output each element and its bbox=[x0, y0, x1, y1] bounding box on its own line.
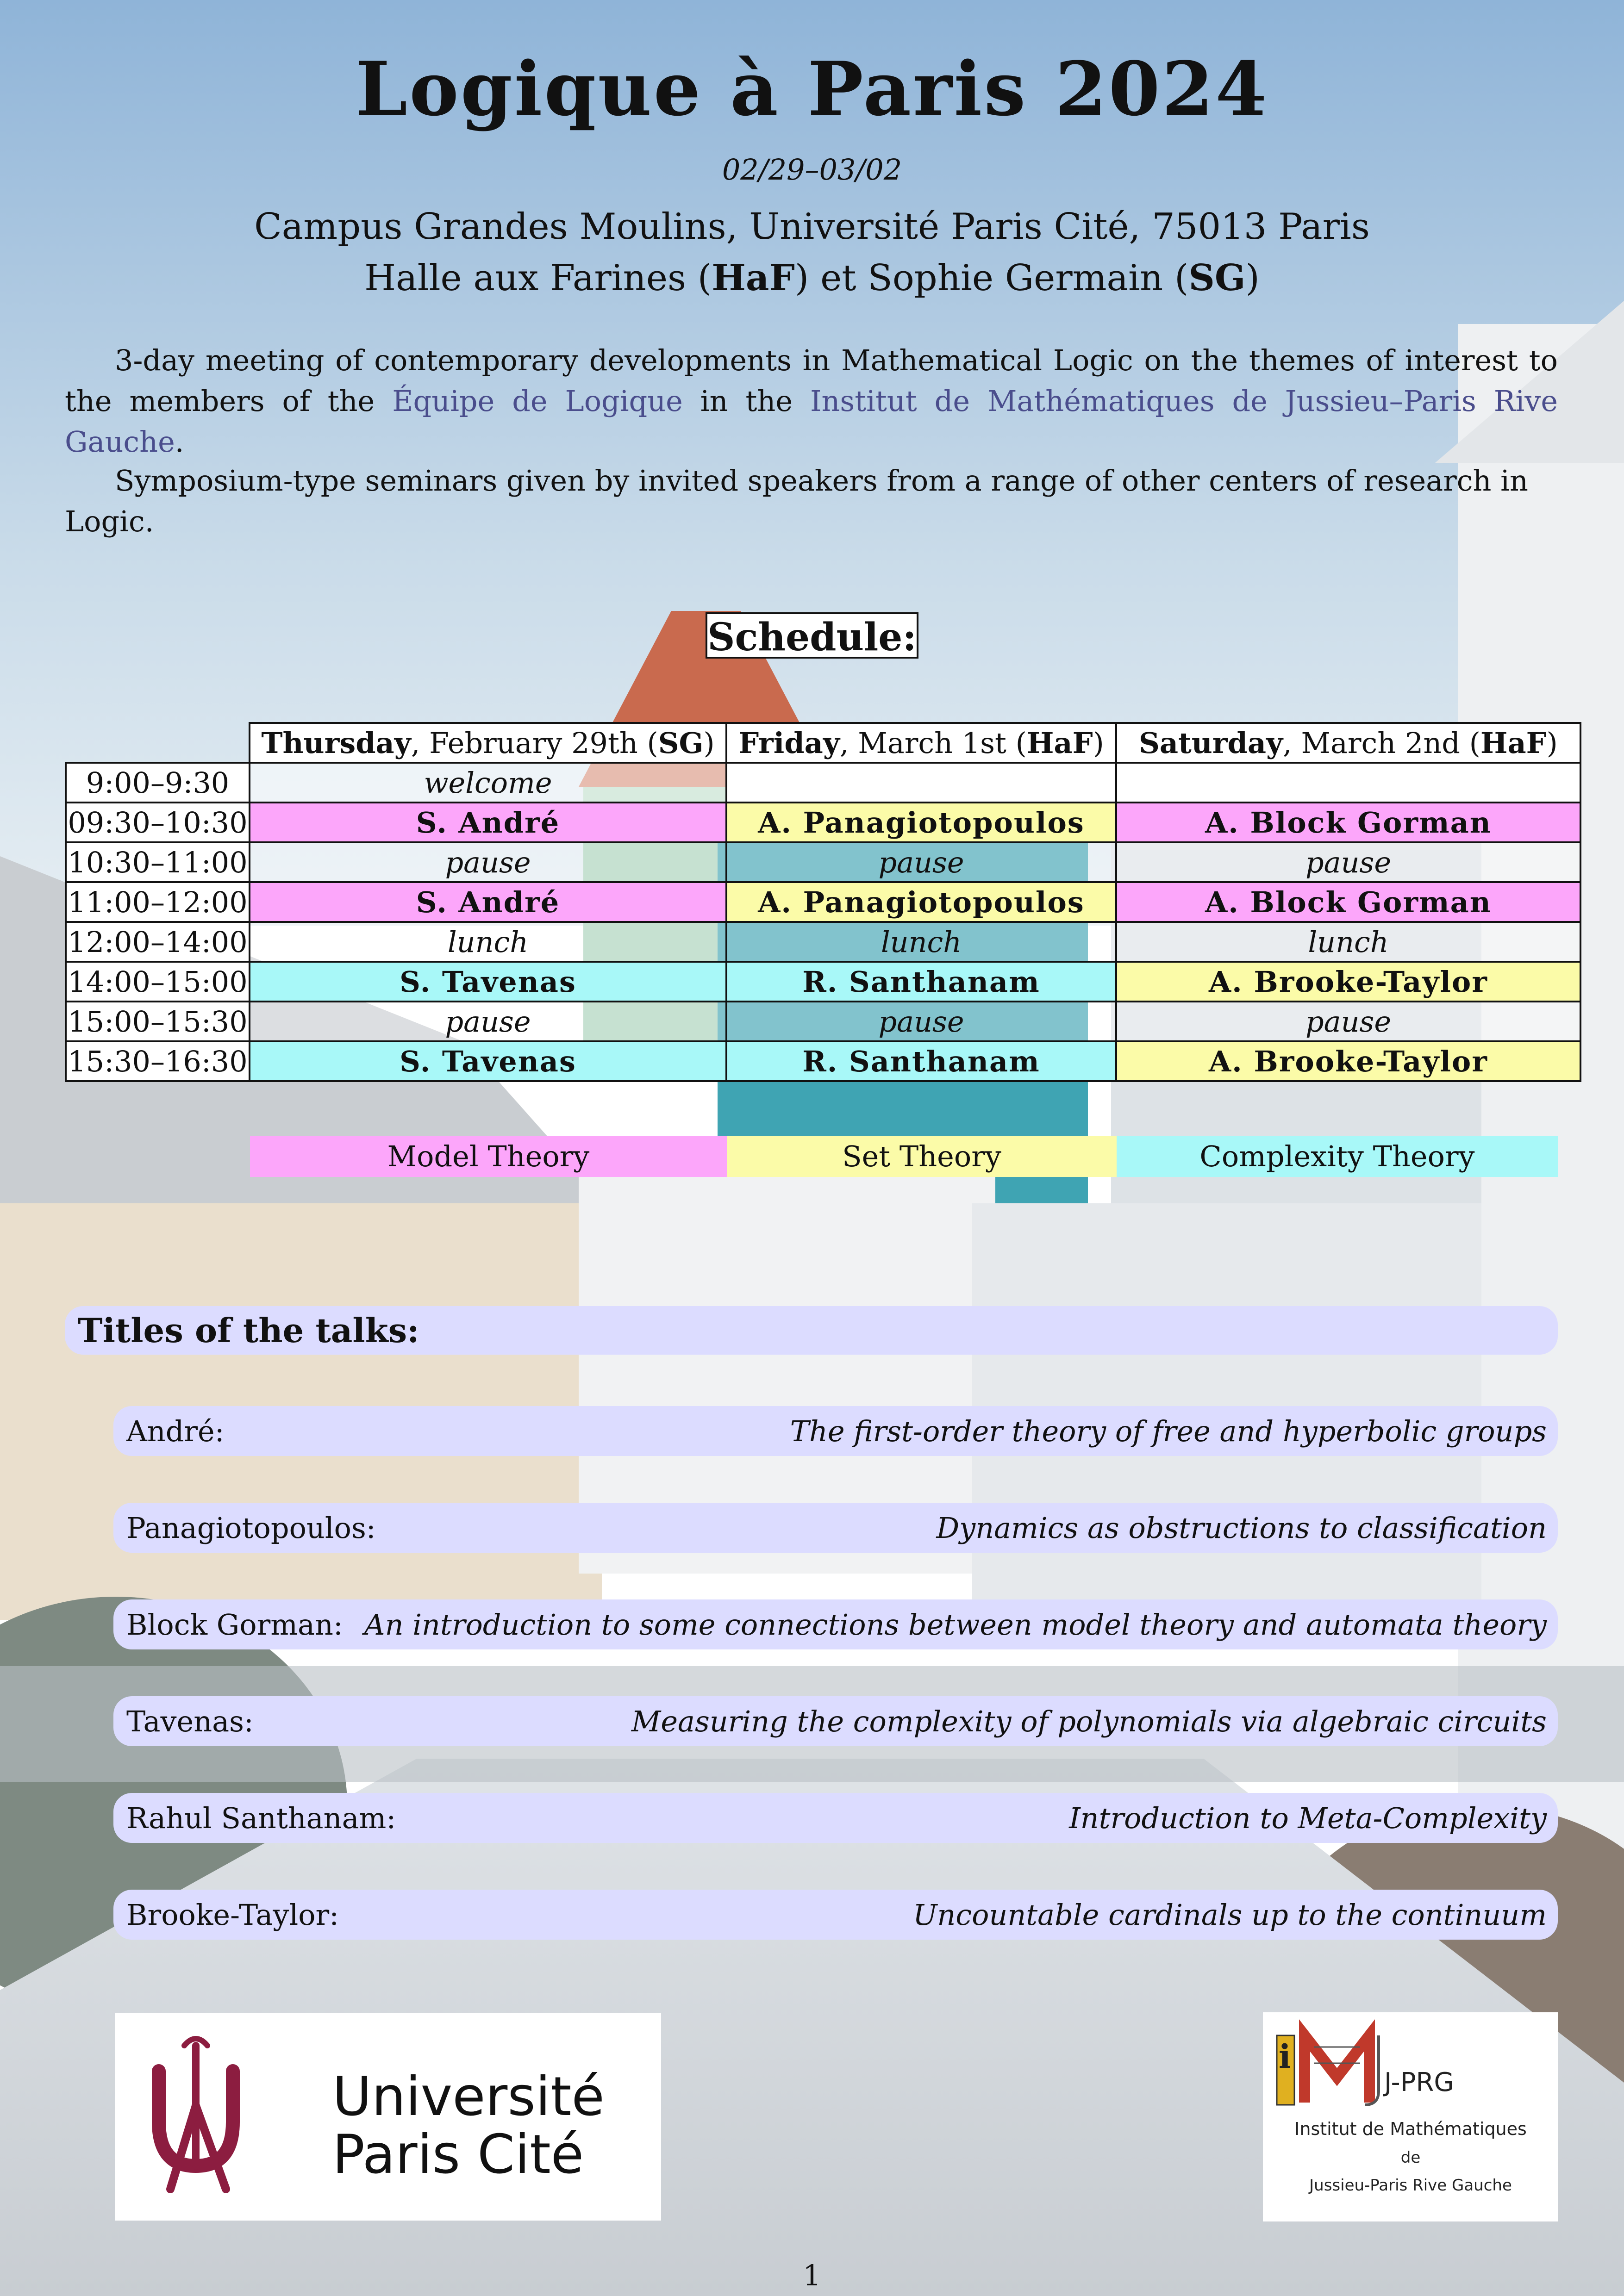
talk-cell-complexity-theory: R. Santhanam bbox=[726, 1041, 1116, 1081]
schedule-header-row bbox=[66, 723, 1580, 763]
upc-line1: Université bbox=[332, 2066, 605, 2128]
talk-title-row bbox=[113, 1503, 1558, 1553]
schedule-cell-empty bbox=[1116, 763, 1580, 803]
talk-title-row bbox=[113, 1599, 1558, 1649]
talk-speaker: Brooke-Taylor: bbox=[126, 1898, 339, 1932]
upc-line2: Paris Cité bbox=[332, 2123, 584, 2186]
page-title: Logique à Paris 2024 bbox=[355, 45, 1269, 132]
talk-cell-set-theory: A. Panagiotopoulos bbox=[726, 882, 1116, 922]
talk-cell-model-theory: S. André bbox=[250, 803, 726, 842]
time-slot: 10:30–11:00 bbox=[66, 842, 250, 882]
talk-speaker: André: bbox=[126, 1414, 225, 1448]
schedule-row bbox=[66, 1041, 1580, 1081]
talk-cell-set-theory: A. Brooke-Taylor bbox=[1116, 962, 1580, 1002]
schedule-cell-welcome: welcome bbox=[250, 763, 726, 803]
day-header-saturday: Saturday, March 2nd (HaF) bbox=[1116, 723, 1580, 763]
pause-cell: pause bbox=[250, 842, 726, 882]
lunch-cell: lunch bbox=[250, 922, 726, 962]
lunch-cell: lunch bbox=[726, 922, 1116, 962]
pause-cell: pause bbox=[250, 1002, 726, 1041]
talk-title: An introduction to some connections between model theory and automata theory bbox=[364, 1607, 1547, 1642]
schedule-row bbox=[66, 763, 1580, 803]
talk-title: Introduction to Meta-Complexity bbox=[1069, 1801, 1547, 1835]
imj-brand: J-PRG bbox=[1384, 2067, 1454, 2097]
pause-cell: pause bbox=[1116, 842, 1580, 882]
schedule-row bbox=[66, 922, 1580, 962]
corner-cell bbox=[66, 723, 250, 763]
day-header-thursday: Thursday, February 29th (SG) bbox=[250, 723, 726, 763]
seminar-description: Symposium-type seminars given by invited speakers from a range of other centers of research in Logic. bbox=[65, 464, 1528, 538]
talk-titles-heading: Titles of the talks: bbox=[65, 1306, 1558, 1355]
venue-halls: Halle aux Farines (HaF) et Sophie Germain (SG) bbox=[364, 257, 1260, 299]
talk-speaker: Block Gorman: bbox=[126, 1607, 343, 1642]
talk-cell-complexity-theory: S. Tavenas bbox=[250, 962, 726, 1002]
talk-cell-model-theory: S. André bbox=[250, 882, 726, 922]
talk-cell-model-theory: A. Block Gorman bbox=[1116, 882, 1580, 922]
campus-address: Campus Grandes Moulins, Université Paris Cité, 75013 Paris bbox=[254, 206, 1370, 248]
talk-speaker: Tavenas: bbox=[126, 1704, 254, 1738]
schedule-heading: Schedule: bbox=[706, 612, 918, 659]
talk-title-row bbox=[113, 1793, 1558, 1843]
pause-cell: pause bbox=[1116, 1002, 1580, 1041]
time-slot: 12:00–14:00 bbox=[66, 922, 250, 962]
intro-paragraph: 3-day meeting of contemporary developments in Mathematical Logic on the themes of interest to the members of the Équipe de Logique in the Institut de Mathématiques de Jussieu–Paris Rive Gauche. bbox=[65, 343, 1558, 459]
schedule-row bbox=[66, 962, 1580, 1002]
time-slot: 14:00–15:00 bbox=[66, 962, 250, 1002]
schedule-row bbox=[66, 842, 1580, 882]
talk-speaker: Rahul Santhanam: bbox=[126, 1801, 396, 1835]
imj-prg-link[interactable]: Institut de Mathématiques de Jussieu–Paris Rive Gauche bbox=[65, 384, 1558, 459]
talk-title: Uncountable cardinals up to the continuum bbox=[913, 1898, 1547, 1932]
schedule-row bbox=[66, 1002, 1580, 1041]
page-number: 1 bbox=[803, 2259, 821, 2292]
legend-set-theory: Set Theory bbox=[727, 1136, 1117, 1177]
svg-text:i: i bbox=[1279, 2037, 1291, 2076]
pause-cell: pause bbox=[726, 842, 1116, 882]
talk-title: Measuring the complexity of polynomials via algebraic circuits bbox=[631, 1704, 1547, 1738]
talk-speaker: Panagiotopoulos: bbox=[126, 1511, 376, 1545]
universite-paris-cite-logo bbox=[115, 2013, 661, 2221]
schedule-cell-empty bbox=[726, 763, 1116, 803]
talk-cell-model-theory: A. Block Gorman bbox=[1116, 803, 1580, 842]
talk-title-row bbox=[113, 1406, 1558, 1456]
schedule-row bbox=[66, 882, 1580, 922]
talk-title: The first-order theory of free and hyperbolic groups bbox=[790, 1414, 1547, 1448]
time-slot: 15:00–15:30 bbox=[66, 1002, 250, 1041]
imj-prg-logo bbox=[1263, 2012, 1558, 2221]
schedule-table bbox=[65, 722, 1581, 1082]
talk-title-row bbox=[113, 1696, 1558, 1746]
time-slot: 09:30–10:30 bbox=[66, 803, 250, 842]
legend-model-theory: Model Theory bbox=[250, 1136, 727, 1177]
equipe-logique-link[interactable]: Équipe de Logique bbox=[392, 384, 683, 418]
talk-cell-set-theory: A. Brooke-Taylor bbox=[1116, 1041, 1580, 1081]
talk-cell-complexity-theory: S. Tavenas bbox=[250, 1041, 726, 1081]
imj-line2: de bbox=[1400, 2148, 1421, 2167]
lunch-cell: lunch bbox=[1116, 922, 1580, 962]
time-slot: 9:00–9:30 bbox=[66, 763, 250, 803]
legend-complexity-theory: Complexity Theory bbox=[1117, 1136, 1558, 1177]
schedule-row bbox=[66, 803, 1580, 842]
imj-line3: Jussieu-Paris Rive Gauche bbox=[1309, 2176, 1512, 2195]
event-dates: 02/29–03/02 bbox=[722, 153, 902, 187]
topic-legend bbox=[250, 1136, 1558, 1177]
talk-cell-complexity-theory: R. Santhanam bbox=[726, 962, 1116, 1002]
talk-cell-set-theory: A. Panagiotopoulos bbox=[726, 803, 1116, 842]
time-slot: 15:30–16:30 bbox=[66, 1041, 250, 1081]
pause-cell: pause bbox=[726, 1002, 1116, 1041]
day-header-friday: Friday, March 1st (HaF) bbox=[726, 723, 1116, 763]
talk-title-row bbox=[113, 1890, 1558, 1940]
imj-line1: Institut de Mathématiques bbox=[1294, 2119, 1527, 2139]
talk-title: Dynamics as obstructions to classification bbox=[936, 1511, 1547, 1545]
time-slot: 11:00–12:00 bbox=[66, 882, 250, 922]
